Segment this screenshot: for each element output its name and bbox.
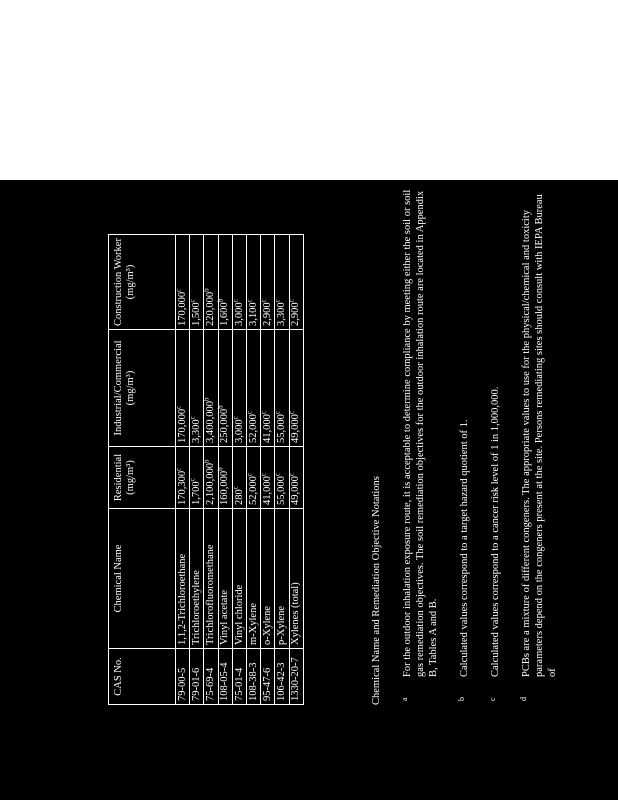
note-item (458, 185, 471, 705)
residential-cell: 160,000$^b$ (218, 447, 232, 509)
notations-title: Chemical Name and Remediation Objective Notations (371, 476, 382, 705)
table-row (176, 235, 190, 705)
industrial-cell: 3,400,000$^b$ (204, 330, 218, 447)
note-item (401, 185, 440, 705)
industrial-cell: 250,000$^b$ (218, 330, 232, 447)
note-item (489, 185, 502, 705)
note-marker: a (400, 697, 409, 701)
table-row (218, 235, 232, 705)
cas-cell: 79-00-5 (176, 649, 190, 705)
table-header-row (109, 235, 176, 705)
chemical-name-cell: Trichloroethylene (190, 509, 204, 649)
note-text: Calculated values correspond to a target hazard quotient of 1. (459, 419, 470, 677)
header-cas-no: CAS No. (109, 649, 176, 705)
cas-cell: 108-05-4 (218, 649, 232, 705)
industrial-cell: 55,000$^c$ (275, 330, 289, 447)
cas-cell: 106-42-3 (275, 649, 289, 705)
construction-cell: 1,500$^c$ (190, 235, 204, 330)
table-row (190, 235, 204, 705)
chemical-name-cell: Vinyl chloride (232, 509, 246, 649)
residential-cell: 1,700$^c$ (190, 447, 204, 509)
cas-cell: 1330-20-7 (289, 649, 303, 705)
construction-cell: 2,900$^c$ (289, 235, 303, 330)
chemical-name-cell: Trichlorofluoromethane (204, 509, 218, 649)
industrial-cell: 3,300$^c$ (190, 330, 204, 447)
residential-cell: 55,000$^c$ (275, 447, 289, 509)
cas-cell: 79-01-6 (190, 649, 204, 705)
notations-section (370, 185, 577, 705)
note-item (520, 185, 559, 705)
table-row (246, 235, 260, 705)
header-residential: Residential (mg/m³) (109, 447, 176, 509)
construction-cell: 1,600$^b$ (218, 235, 232, 330)
note-text: For the outdoor inhalation exposure route, it is acceptable to determine compliance by meeting either the soil or soil gas remediation objectives. The soil remediation objectives for the outdoor inhalation route are located in Appendix B, Tables A and B. (402, 189, 439, 677)
industrial-cell: 49,000$^c$ (289, 330, 303, 447)
chemical-name-cell: 1,1,2-Trichloroethane (176, 509, 190, 649)
construction-cell: 2,900$^c$ (261, 235, 275, 330)
residential-cell: 280$^c$ (232, 447, 246, 509)
chemical-name-cell: m-Xylene (246, 509, 260, 649)
cas-cell: 75-01-4 (232, 649, 246, 705)
residential-cell: 2,100,000$^b$ (204, 447, 218, 509)
chemical-name-cell: Xylenes (total) (289, 509, 303, 649)
industrial-cell: 170,000$^c$ (176, 330, 190, 447)
note-marker: d (519, 697, 528, 701)
page-content (0, 180, 618, 800)
scanned-page (0, 180, 618, 800)
cas-cell: 108-38-3 (246, 649, 260, 705)
header-industrial-commercial: Industrial/Commercial (mg/m³) (109, 330, 176, 447)
note-marker: b (457, 697, 466, 701)
header-chemical-name: Chemical Name (109, 509, 176, 649)
chemical-name-cell: o-Xylene (261, 509, 275, 649)
table-row (289, 235, 303, 705)
table-row (232, 235, 246, 705)
industrial-cell: 3,000$^c$ (232, 330, 246, 447)
header-construction-worker: Construction Worker (mg/m³) (109, 235, 176, 330)
note-text: PCBs are a mixture of different congeners. The appropriate values to use for the physical/chemical and toxicity parameters depend on the congeners present at the site. Persons remediating sites should consult with IEPA Bureau of (521, 194, 558, 677)
residential-cell: 41,000$^c$ (261, 447, 275, 509)
cas-cell: 75-69-4 (204, 649, 218, 705)
cas-cell: 95-47-6 (261, 649, 275, 705)
industrial-cell: 52,000$^c$ (246, 330, 260, 447)
remediation-objectives-table (108, 234, 304, 705)
note-marker: c (488, 697, 497, 701)
chemical-name-cell: Vinyl acetate (218, 509, 232, 649)
chemical-name-cell: p-Xylene (275, 509, 289, 649)
table-row (275, 235, 289, 705)
construction-cell: 3,000$^c$ (232, 235, 246, 330)
construction-cell: 3,100$^c$ (246, 235, 260, 330)
residential-cell: 170,300$^c$ (176, 447, 190, 509)
construction-cell: 220,000$^b$ (204, 235, 218, 330)
construction-cell: 3,300$^c$ (275, 235, 289, 330)
table-row (261, 235, 275, 705)
industrial-cell: 41,000$^c$ (261, 330, 275, 447)
residential-cell: 52,000$^c$ (246, 447, 260, 509)
construction-cell: 170,000$^c$ (176, 235, 190, 330)
residential-cell: 49,000$^c$ (289, 447, 303, 509)
note-text: Calculated values correspond to a cancer risk level of 1 in 1,000,000. (490, 386, 501, 677)
